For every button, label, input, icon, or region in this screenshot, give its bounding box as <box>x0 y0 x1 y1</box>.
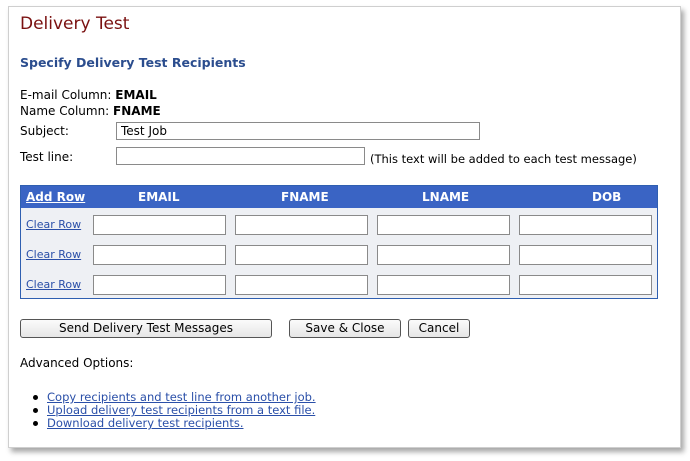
fname-cell-input[interactable] <box>235 215 368 235</box>
dob-cell-input[interactable] <box>519 245 652 265</box>
testline-hint: (This text will be added to each test message) <box>370 152 637 166</box>
advanced-options-heading: Advanced Options: <box>20 356 134 370</box>
dob-cell-input[interactable] <box>519 275 652 295</box>
testline-input[interactable] <box>116 147 365 165</box>
column-header-dob: DOB <box>592 190 622 204</box>
advanced-options-list <box>29 390 316 429</box>
list-item <box>29 390 316 403</box>
lname-cell-input[interactable] <box>377 245 510 265</box>
recipients-grid <box>20 185 658 299</box>
list-item <box>29 416 316 429</box>
email-cell-input[interactable] <box>93 245 226 265</box>
send-test-messages-button[interactable]: Send Delivery Test Messages <box>20 319 272 338</box>
save-close-button[interactable]: Save & Close <box>289 319 401 338</box>
download-recipients-link[interactable]: Download delivery test recipients. <box>47 416 244 430</box>
email-cell-input[interactable] <box>93 275 226 295</box>
clear-row-link[interactable]: Clear Row <box>26 278 82 291</box>
grid-header <box>21 186 657 208</box>
email-column-label: E-mail Column: <box>20 88 112 102</box>
bullet-icon <box>33 395 38 400</box>
fname-cell-input[interactable] <box>235 275 368 295</box>
cancel-button[interactable]: Cancel <box>408 319 470 338</box>
subject-label: Subject: <box>20 124 69 138</box>
delivery-test-panel <box>8 6 681 448</box>
upload-recipients-link[interactable]: Upload delivery test recipients from a text file. <box>47 403 316 417</box>
name-column-info <box>20 104 161 118</box>
clear-row-link[interactable]: Clear Row <box>26 218 82 231</box>
fname-cell-input[interactable] <box>235 245 368 265</box>
copy-recipients-link[interactable]: Copy recipients and test line from another job. <box>47 390 316 404</box>
subject-input[interactable] <box>116 122 480 140</box>
email-column-info <box>20 88 157 102</box>
email-column-value: EMAIL <box>115 88 157 102</box>
email-cell-input[interactable] <box>93 215 226 235</box>
testline-label: Test line: <box>20 150 74 164</box>
column-header-email: EMAIL <box>138 190 180 204</box>
column-header-lname: LNAME <box>422 190 470 204</box>
section-subtitle: Specify Delivery Test Recipients <box>20 55 246 70</box>
lname-cell-input[interactable] <box>377 275 510 295</box>
clear-row-link[interactable]: Clear Row <box>26 248 82 261</box>
list-item <box>29 403 316 416</box>
bullet-icon <box>33 408 38 413</box>
page-title: Delivery Test <box>20 14 130 34</box>
name-column-value: FNAME <box>113 104 161 118</box>
add-row-link[interactable]: Add Row <box>26 190 86 204</box>
dob-cell-input[interactable] <box>519 215 652 235</box>
column-header-fname: FNAME <box>281 190 329 204</box>
bullet-icon <box>33 421 38 426</box>
lname-cell-input[interactable] <box>377 215 510 235</box>
name-column-label: Name Column: <box>20 104 110 118</box>
